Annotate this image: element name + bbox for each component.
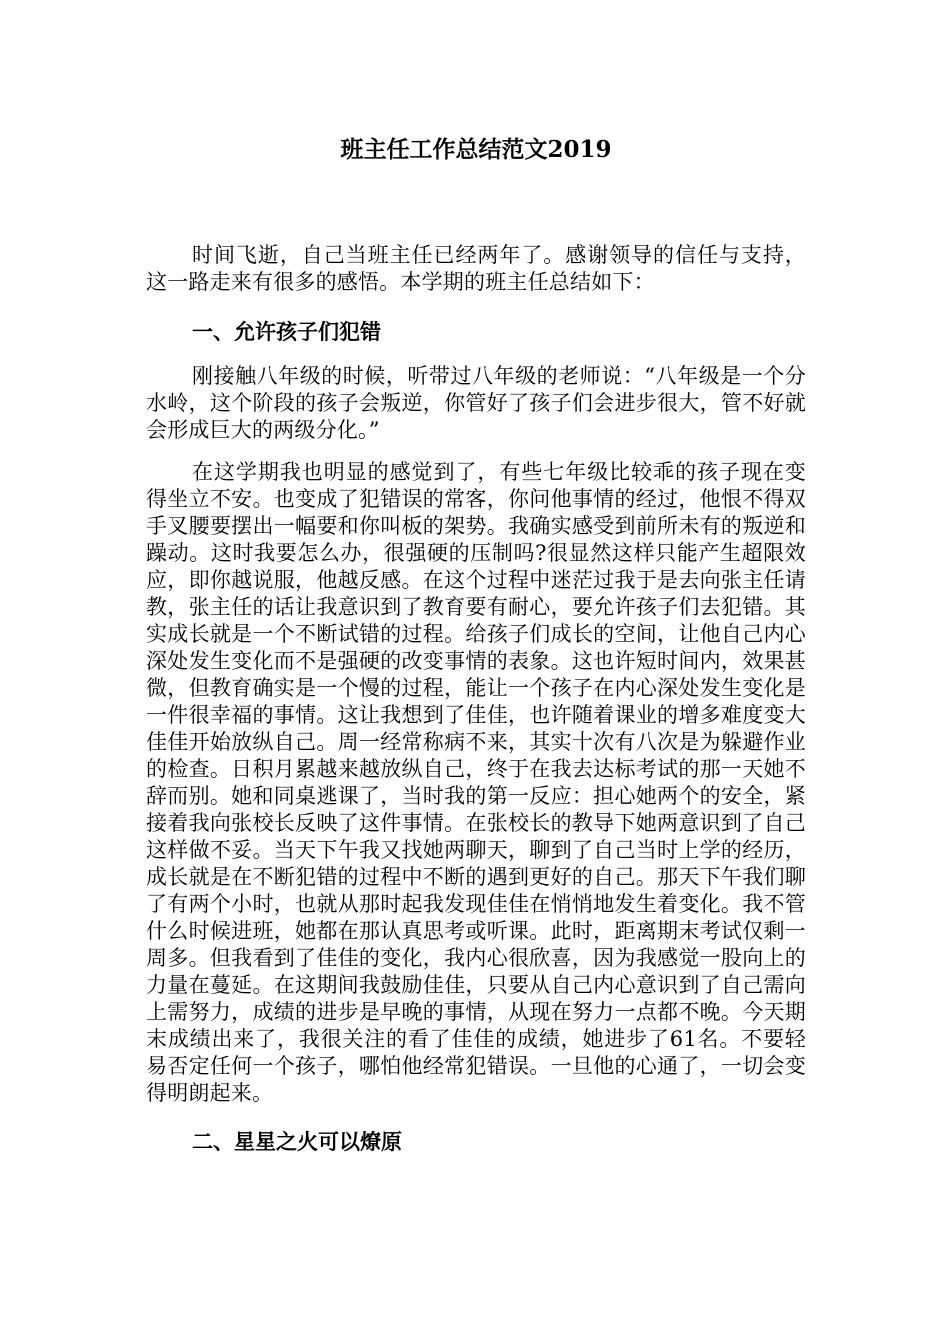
section-heading-2: 二、星星之火可以燎原 bbox=[192, 1130, 402, 1154]
section-heading-1: 一、允许孩子们犯错 bbox=[192, 320, 381, 344]
section1-paragraph-2: 在这学期我也明显的感觉到了，有些七年级比较乖的孩子现在变得坐立不安。也变成了犯错误的常客，你问他事情的经过，他恨不得双手叉腰要摆出一幅要和你叫板的架势。我确实感受到前所未有的叛逆和躁动。这时我要怎么办，很强硬的压制吗?很显然这样只能产生超限效应，即你越说服，他越反感。在这个过程中迷茫过我于是去向张主任请教，张主任的话让我意识到了教育要有耐心，要允许孩子们去犯错。其实成长就是一个不断试错的过程。给孩子们成长的空间，让他自己内心深处发生变化而不是强硬的改变事情的表象。这也许短时间内，效果甚微，但教育确实是一个慢的过程，能让一个孩子在内心深处发生变化是一件很幸福的事情。这让我想到了佳佳，也许随着课业的增多难度变大佳佳开始放纵自己。周一经常称病不来，其实十次有八次是为躲避作业的检查。日积月累越来越放纵自己，终于在我去达标考试的那一天她不辞而别。她和同桌逃课了，当时我的第一反应：担心她两个的安全，紧接着我向张校长反映了这件事情。在张校长的教导下她两意识到了自己这样做不妥。当天下午我又找她两聊天，聊到了自己当时上学的经历，成长就是在不断犯错的过程中不断的遇到更好的自己。那天下午我们聊了有两个小时，也就从那时起我发现佳佳在悄悄地发生着变化。我不管什么时候进班，她都在那认真思考或听课。此时，距离期末考试仅剩一周多。但我看到了佳佳的变化，我内心很欣喜，因为我感觉一股向上的力量在蔓延。在这期间我鼓励佳佳，只要从自己内心意识到了自己需向上需努力，成绩的进步是早晚的事情，从现在努力一点都不晚。今天期末成绩出来了，我很关注的看了佳佳的成绩，她进步了61名。不要轻易否定任何一个孩子，哪怕他经常犯错误。一旦他的心通了，一切会变得明朗起来。 bbox=[146, 460, 806, 1105]
section1-paragraph-1: 刚接触八年级的时候，听带过八年级的老师说：“八年级是一个分水岭，这个阶段的孩子会叛逆，你管好了孩子们会进步很大，管不好就会形成巨大的两级分化。” bbox=[146, 364, 806, 442]
document-title: 班主任工作总结范文2019 bbox=[340, 136, 612, 163]
intro-paragraph: 时间飞逝，自己当班主任已经两年了。感谢领导的信任与支持，这一路走来有很多的感悟。本学期的班主任总结如下： bbox=[146, 243, 806, 294]
